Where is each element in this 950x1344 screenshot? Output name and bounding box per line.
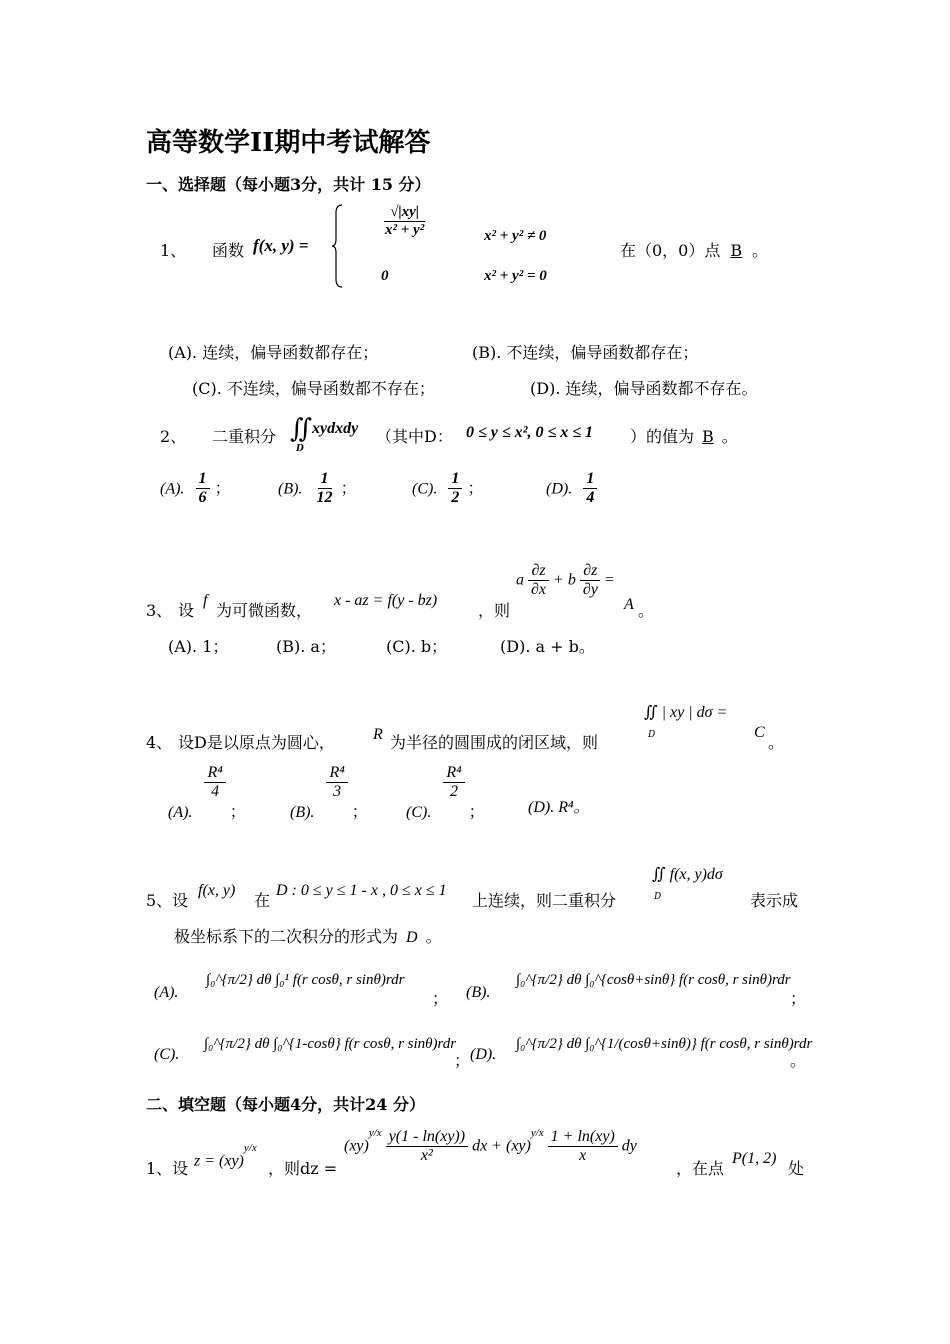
option-label: (D). bbox=[546, 480, 573, 498]
question-tail: 表示成 bbox=[750, 891, 799, 910]
option-b-formula: ∫₀^{π/2} dθ ∫₀^{cosθ+sinθ} f(r cosθ, r sinθ)rdr bbox=[516, 972, 791, 988]
option-d-formula: ∫₀^{π/2} dθ ∫₀^{1/(cosθ+sinθ)} f(r cosθ, r sinθ)rdr bbox=[516, 1036, 813, 1052]
separator: ； bbox=[214, 478, 231, 498]
question-lead: 函数 bbox=[212, 241, 245, 260]
separator: ； bbox=[340, 478, 357, 498]
partial-derivative-expression bbox=[516, 562, 614, 600]
region-definition: D : 0 ≤ y ≤ 1 - x , 0 ≤ x ≤ 1 bbox=[276, 882, 447, 899]
fraction-numerator: R⁴ bbox=[326, 764, 347, 783]
z-exponent: y/x bbox=[243, 1142, 257, 1154]
question-line-2 bbox=[174, 924, 442, 947]
fraction-denominator: 4 bbox=[586, 489, 595, 507]
fraction-denominator: x² bbox=[420, 1147, 433, 1165]
radius-symbol: R bbox=[373, 726, 383, 743]
tail-text: 在（0，0）点 bbox=[620, 241, 721, 260]
end-mark: 。 bbox=[425, 927, 442, 946]
option-b: (B). 不连续，偏导函数都存在； bbox=[472, 343, 699, 362]
coef-a: a bbox=[516, 571, 524, 589]
fraction-denominator: ∂x bbox=[531, 581, 547, 599]
separator: ； bbox=[432, 989, 449, 1008]
option-c: (C). 不连续，偏导函数都不存在； bbox=[192, 379, 435, 398]
term-2-exponent: y/x bbox=[530, 1127, 544, 1140]
question-lead: 设 bbox=[178, 601, 195, 620]
end-mark: 。 bbox=[768, 733, 785, 752]
option-label: (B). bbox=[278, 480, 303, 498]
option-label: (C). bbox=[406, 803, 432, 821]
option-b-label: (B). bbox=[466, 984, 491, 1001]
option-a-formula: ∫₀^{π/2} dθ ∫₀¹ f(r cosθ, r sinθ)rdr bbox=[206, 972, 405, 988]
fraction-numerator: ∂z bbox=[580, 562, 600, 581]
option-c-label: (C). bbox=[154, 1046, 180, 1063]
fraction-numerator: 1 bbox=[583, 470, 597, 489]
left-brace bbox=[330, 203, 346, 289]
fraction-denominator: x bbox=[579, 1147, 587, 1165]
question-text-2: 为半径的圆围成的闭区域，则 bbox=[390, 733, 599, 752]
question-number: 5、设 bbox=[146, 891, 189, 910]
page-title: 高等数学II期中考试解答 bbox=[146, 128, 431, 158]
question-mid: 为可微函数， bbox=[216, 601, 313, 620]
fraction-numerator: 1 + ln(xy) bbox=[548, 1128, 618, 1147]
fraction-numerator: 1 bbox=[448, 470, 462, 489]
piecewise-condition-1: x² + y² ≠ 0 bbox=[484, 228, 547, 244]
option-c bbox=[412, 470, 484, 508]
option-d: (D). a + b。 bbox=[500, 637, 595, 656]
double-integral-expression: ∬ f(x, y)dσ bbox=[652, 866, 723, 883]
question-number: 1、 bbox=[160, 241, 187, 260]
fraction-numerator: √|xy| bbox=[384, 204, 425, 222]
separator: ； bbox=[351, 803, 368, 821]
answer: D bbox=[406, 929, 418, 946]
separator: ； bbox=[467, 478, 484, 498]
condition-prefix: （其中D： bbox=[376, 427, 453, 446]
point: P(1, 2) bbox=[732, 1150, 777, 1167]
question-number: 2、 bbox=[160, 427, 187, 446]
fraction-numerator: 1 bbox=[196, 470, 210, 489]
option-c-formula: ∫₀^{π/2} dθ ∫₀^{1-cosθ} f(r cosθ, r sinθ)rdr bbox=[204, 1036, 457, 1052]
option-d: (D). 连续，偏导函数都不存在。 bbox=[530, 379, 758, 398]
fraction-denominator: ∂y bbox=[582, 581, 598, 599]
piecewise-case-1-fraction bbox=[382, 204, 427, 240]
option-d: (D). R⁴。 bbox=[528, 799, 590, 816]
implicit-equation: x - az = f(y - bz) bbox=[334, 592, 438, 609]
option-b: (B). a； bbox=[276, 637, 336, 656]
dz-expression bbox=[344, 1128, 637, 1166]
question-number: 1、设 bbox=[146, 1159, 189, 1178]
option-a: (A). 连续，偏导函数都存在； bbox=[168, 343, 379, 362]
question-lead: 二重积分 bbox=[212, 427, 277, 446]
question-number: 4、 bbox=[146, 733, 173, 752]
fraction-numerator: ∂z bbox=[528, 562, 548, 581]
fraction-denominator: 3 bbox=[333, 783, 342, 801]
option-a bbox=[168, 764, 246, 821]
fraction-denominator: x² + y² bbox=[385, 222, 425, 239]
option-label: (B). bbox=[290, 803, 315, 821]
condition-suffix bbox=[630, 424, 738, 447]
end-mark: 。 bbox=[790, 1051, 807, 1070]
function-symbol: f bbox=[203, 592, 208, 609]
question-number: 3、 bbox=[146, 601, 173, 620]
term-1-base: (xy) bbox=[344, 1137, 369, 1155]
fraction-numerator: y(1 - ln(xy)) bbox=[386, 1128, 468, 1147]
fraction-denominator: 4 bbox=[211, 783, 220, 801]
point-prefix: ，在点 bbox=[676, 1159, 725, 1178]
fraction-numerator: 1 bbox=[318, 470, 332, 489]
question-tail bbox=[620, 238, 768, 261]
end-mark: 。 bbox=[721, 427, 738, 446]
piecewise-condition-2: x² + y² = 0 bbox=[484, 268, 547, 284]
integrand: xydxdy bbox=[312, 420, 359, 437]
option-b bbox=[290, 764, 368, 821]
line-2-text: 极坐标系下的二次积分的形式为 bbox=[174, 927, 399, 946]
question-mid: 上连续，则二重积分 bbox=[472, 891, 617, 910]
end-mark: 。 bbox=[638, 601, 655, 620]
option-label: (A). bbox=[160, 480, 185, 498]
function-notation: f(x, y) bbox=[198, 882, 236, 899]
question-then: ，则dz = bbox=[268, 1159, 338, 1178]
z-base: z = (xy) bbox=[194, 1152, 244, 1170]
section-heading-choice: 一、选择题（每小题3分，共计 15 分） bbox=[146, 175, 431, 194]
term-1-exponent: y/x bbox=[368, 1127, 382, 1140]
integral-domain: D bbox=[654, 892, 662, 902]
equals-sign: = bbox=[604, 571, 614, 589]
option-label: (A). bbox=[168, 803, 193, 821]
option-d bbox=[546, 470, 597, 508]
option-label: (C). bbox=[412, 480, 438, 498]
separator: ； bbox=[790, 989, 807, 1008]
answer-blank: B bbox=[730, 241, 743, 260]
term-2-base: (xy) bbox=[505, 1137, 531, 1155]
domain-condition: 0 ≤ y ≤ x², 0 ≤ x ≤ 1 bbox=[466, 424, 594, 441]
double-integral-sign: ∬ bbox=[290, 414, 313, 444]
answer-blank: B bbox=[702, 427, 714, 446]
option-c bbox=[406, 764, 485, 821]
separator: ； bbox=[229, 803, 246, 821]
option-d-label: (D). bbox=[470, 1046, 497, 1063]
option-a bbox=[160, 470, 231, 508]
option-a-label: (A). bbox=[154, 984, 179, 1001]
end-mark: 。 bbox=[752, 241, 769, 260]
option-a: (A). 1； bbox=[168, 637, 229, 656]
fraction-denominator: 6 bbox=[198, 489, 207, 507]
fraction-denominator: 12 bbox=[316, 489, 333, 507]
suffix-text: ）的值为 bbox=[630, 427, 695, 446]
piecewise-case-2-value: 0 bbox=[381, 268, 389, 284]
fraction-denominator: 2 bbox=[451, 489, 460, 507]
plus-b: + b bbox=[553, 571, 576, 589]
term-1-tail: dx + bbox=[472, 1137, 502, 1155]
question-then: ，则 bbox=[478, 601, 511, 620]
answer: A bbox=[624, 596, 634, 613]
function-name: f(x, y) = bbox=[253, 236, 309, 255]
fraction-denominator: 2 bbox=[450, 783, 458, 801]
double-integral-expression: ∬ | xy | dσ = bbox=[644, 704, 728, 721]
answer: C bbox=[754, 724, 765, 741]
z-definition bbox=[194, 1142, 257, 1170]
question-text: 设D是以原点为圆心， bbox=[178, 733, 335, 752]
integral-domain: D bbox=[296, 444, 304, 454]
separator: ； bbox=[468, 803, 485, 821]
option-b bbox=[278, 470, 357, 508]
fraction-numerator: R⁴ bbox=[204, 764, 225, 783]
integral-domain: D bbox=[648, 730, 656, 740]
section-heading-fill: 二、填空题（每小题4分，共计24 分） bbox=[146, 1095, 425, 1114]
question-in: 在 bbox=[254, 891, 271, 910]
term-2-tail: dy bbox=[621, 1137, 637, 1155]
point-suffix: 处 bbox=[788, 1159, 805, 1178]
fraction-numerator: R⁴ bbox=[443, 764, 464, 783]
option-c: (C). b； bbox=[386, 637, 448, 656]
separator: ； bbox=[454, 1051, 471, 1070]
